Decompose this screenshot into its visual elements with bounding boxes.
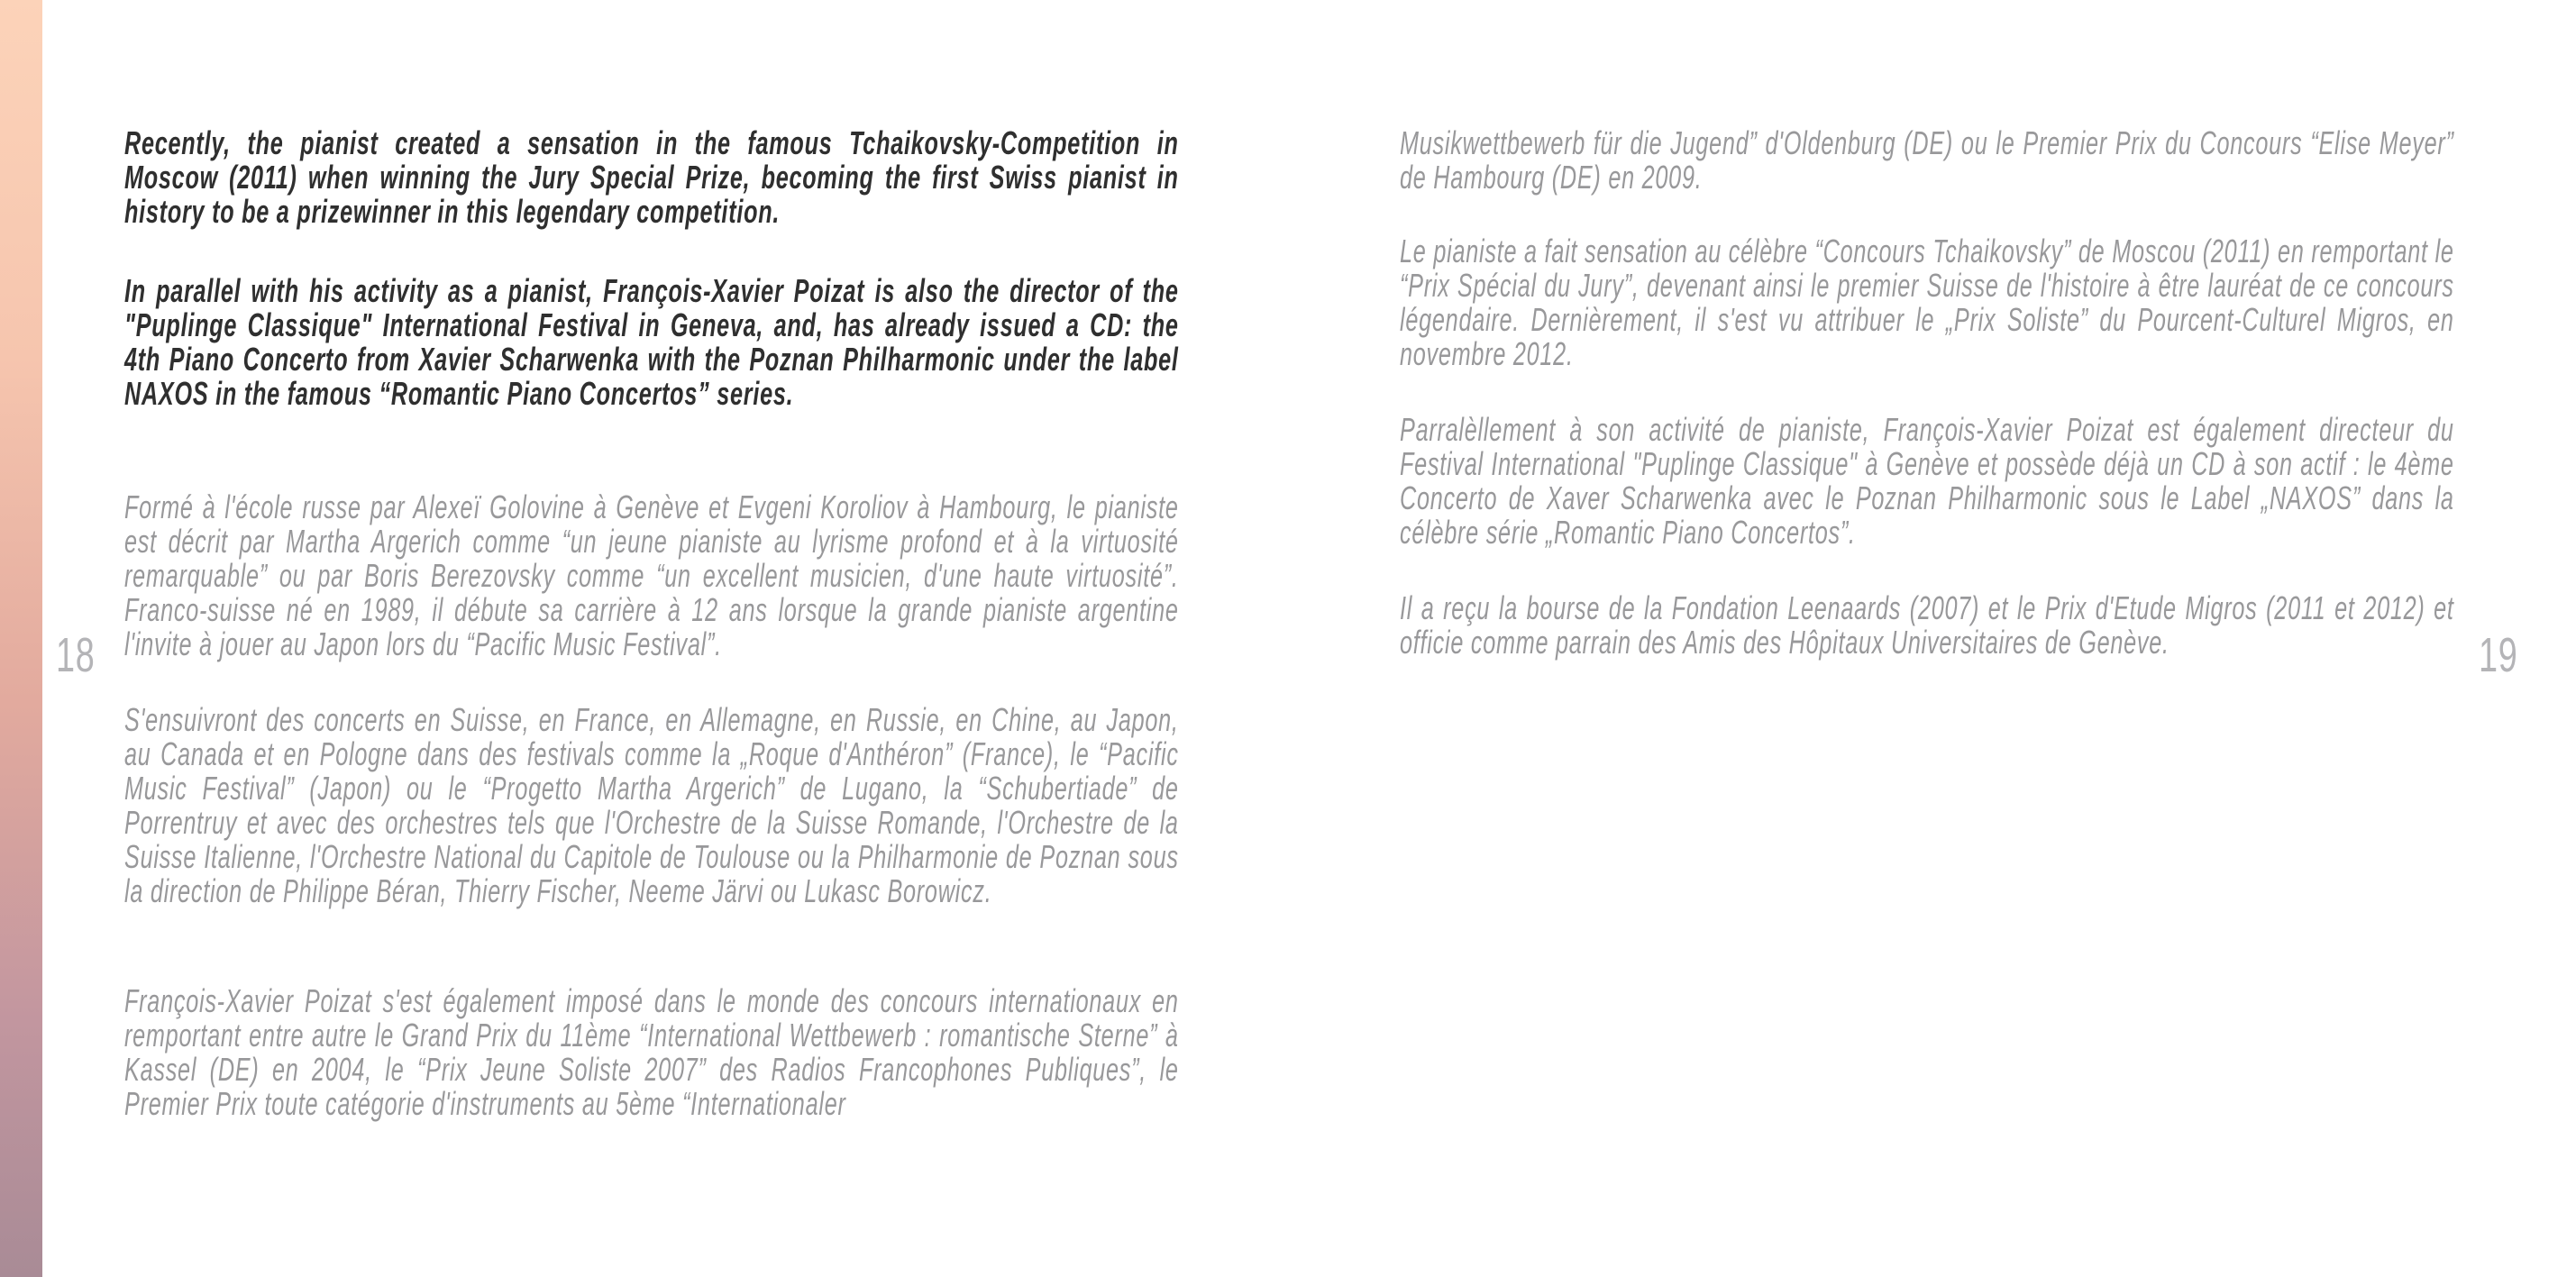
paragraph-english-1: Recently, the pianist created a sensation in the famous Tchaikovsky-Competition in Moscow (2011) when winning the Jury Special Prize, becoming the first Swiss pianist in history to be a prizewinner in this legendary competition. (124, 124, 1179, 230)
paragraph-french-6: Parralèllement à son activité de pianiste, François-Xavier Poizat est également directeur du Festival International "Puplinge Classique" à Genève et possède déjà un CD à son actif : le 4ème Concerto de Xaver Scharwenka avec le Poznan Philharmonic sous le Label „NAXOS” dans la célèbre série „Romantic Piano Concertos”. (1400, 411, 2454, 551)
paragraph-french-1: Formé à l'école russe par Alexeï Golovine à Genève et Evgeni Koroliov à Hambourg, le pianiste est décrit par Martha Argerich comme “un jeune pianiste au lyrisme profond et à la virtuosité remarquable” ou par Boris Berezovsky comme “un excellent musicien, d'une haute virtuosité”. Franco-suisse né en 1989, il débute sa carrière à 12 ans lorsque la grande pianiste argentine l'invite à jouer au Japon lors du “Pacific Music Festival”. (124, 488, 1179, 662)
spine-gradient-strip (0, 0, 42, 1277)
page-number-left: 18 (56, 628, 96, 682)
paragraph-french-3: François-Xavier Poizat s'est également imposé dans le monde des concours internationaux en remportant entre autre le Grand Prix du 11ème “International Wettbewerb : romantische Sterne” à Kassel (DE) en 2004, le “Prix Jeune Soliste 2007” des Radios Francophones Publiques”, le Premier Prix toute catégorie d'instruments au 5ème “Internationaler (124, 982, 1179, 1122)
paragraph-english-2: In parallel with his activity as a pianist, François-Xavier Poizat is also the director of the "Puplinge Classique" International Festival in Geneva, and, has already issued a CD: the 4th Piano Concerto from Xavier Scharwenka with the Poznan Philharmonic under the label NAXOS in the famous “Romantic Piano Concertos” series. (124, 272, 1179, 412)
paragraph-french-5: Le pianiste a fait sensation au célèbre “Concours Tchaikovsky” de Moscou (2011) en remportant le “Prix Spécial du Jury”, devenant ainsi le premier Suisse de l'histoire à être lauréat de ce concours légendaire. Dernièrement, il s'est vu attribuer le „Prix Soliste” du Pourcent-Culturel Migros, en novembre 2012. (1400, 233, 2454, 372)
paragraph-french-4: Musikwettbewerb für die Jugend” d'Oldenburg (DE) ou le Premier Prix du Concours “Elise Meyer” de Hambourg (DE) en 2009. (1400, 124, 2454, 196)
page-number-right: 19 (2479, 628, 2518, 682)
paragraph-french-2: S'ensuivront des concerts en Suisse, en France, en Allemagne, en Russie, en Chine, au Japon, au Canada et en Pologne dans des festivals comme la „Roque d'Anthéron” (France), le “Pacific Music Festival” (Japon) ou le “Progetto Martha Argerich” de Lugano, la “Schubertiade” de Porrentruy et avec des orchestres tels que l'Orchestre de la Suisse Romande, l'Orchestre de la Suisse Italienne, l'Orchestre National du Capitole de Toulouse ou la Philharmonie de Poznan sous la direction de Philippe Béran, Thierry Fischer, Neeme Järvi ou Lukasc Borowicz. (124, 701, 1179, 909)
paragraph-french-7: Il a reçu la bourse de la Fondation Leenaards (2007) et le Prix d'Etude Migros (2011 et 2012) et officie comme parrain des Amis des Hôpitaux Universitaires de Genève. (1400, 589, 2454, 661)
left-page-text-column (124, 0, 1179, 1277)
right-page-text-column (1400, 0, 2454, 1277)
